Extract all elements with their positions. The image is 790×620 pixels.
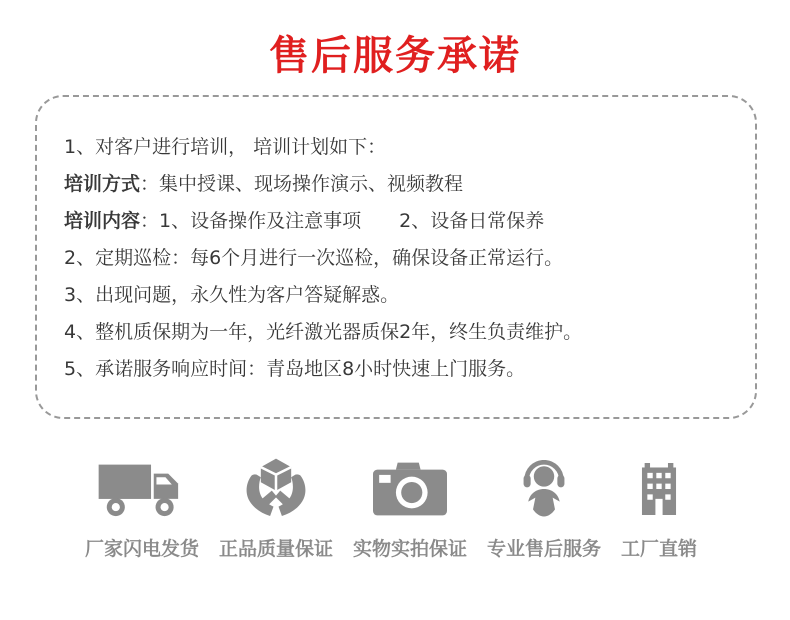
- feature-label: 正品质量保证: [218, 538, 333, 560]
- panel-line: [64, 240, 731, 277]
- feature-label: 厂家闪电发货: [85, 538, 200, 560]
- hands-box-icon: [242, 458, 310, 520]
- service-promise-panel: [35, 95, 757, 419]
- panel-line: [64, 166, 731, 203]
- page-title: 售后服务承诺: [269, 33, 521, 79]
- feature-label: 实物实拍保证: [352, 538, 467, 560]
- feature-label: 工厂直销: [620, 538, 697, 560]
- feature-label: 专业售后服务: [486, 538, 601, 560]
- panel-line-text: 1、对客户进行培训， 培训计划如下：: [64, 136, 387, 158]
- panel-line-text: 4、整机质保期为一年，光纤激光器质保2年，终生负责维护。: [64, 321, 583, 343]
- panel-line: [64, 277, 731, 314]
- panel-line-text: ：1、设备操作及注意事项 2、设备日常保养: [140, 210, 545, 232]
- feature-item-factory-direct: [621, 458, 697, 561]
- panel-line: [64, 351, 731, 388]
- panel-line-bold: 培训内容: [64, 210, 141, 232]
- feature-badges-row: [85, 458, 697, 561]
- panel-line-text: 3、出现问题，永久性为客户答疑解惑。: [64, 284, 400, 306]
- factory-building-icon: [641, 458, 677, 520]
- panel-line-text: 5、承诺服务响应时间：青岛地区8小时快速上门服务。: [64, 358, 526, 380]
- feature-item-quality-guarantee: [219, 458, 333, 561]
- truck-icon: [98, 458, 186, 520]
- panel-line: [64, 314, 731, 351]
- panel-line: [64, 203, 731, 240]
- headset-service-icon: [522, 458, 566, 520]
- feature-item-real-photos: [353, 458, 467, 561]
- panel-line-text: 2、定期巡检：每6个月进行一次巡检，确保设备正常运行。: [64, 247, 564, 269]
- feature-item-after-sales: [487, 458, 601, 561]
- panel-line-text: ：集中授课、现场操作演示、视频教程: [140, 173, 464, 195]
- camera-icon: [373, 458, 447, 520]
- feature-item-fast-shipping: [85, 458, 199, 561]
- panel-line-bold: 培训方式: [64, 173, 141, 195]
- panel-line: [64, 129, 731, 166]
